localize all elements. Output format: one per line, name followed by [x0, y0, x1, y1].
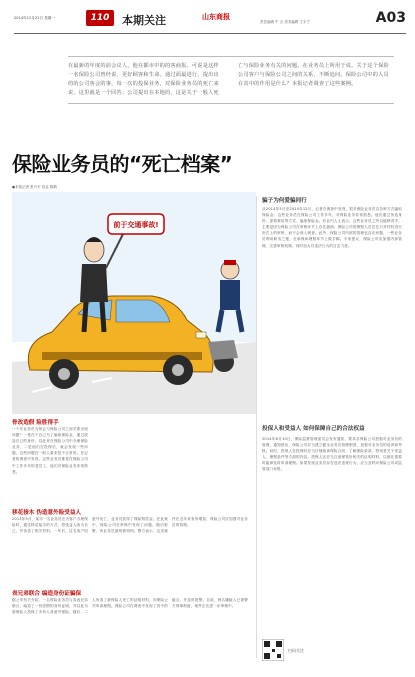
qr-label: 扫码关注	[288, 648, 304, 653]
intro-rule-bottom	[68, 103, 394, 104]
intro-rule-top	[68, 56, 394, 57]
article-col-1: 一个年业务员为何会与保险公司之间关系出现问题？一是在于自己为了骗取保险金，通过改造自己的身份，以此来在保险公司中办理保险业务；二是他们在投保后，就会发现一些问题，这些问题在一般人看来是不正常的。在记者的调查中发现，这些业务员都是在保险公司中工作多年的老员工，他们对保险业务非常熟悉。	[12, 427, 88, 474]
sign-text: 前于交通事故!	[113, 221, 159, 229]
accident-illustration	[12, 192, 256, 414]
speech-sign	[108, 214, 164, 234]
byline: ●本报记者 张兴平 田孟 陈鹤	[12, 185, 57, 189]
headline: 保险业务员的“死亡档案”	[12, 152, 233, 176]
subhead-beneficiary-fraud: 移花接木 伪造意外险受益人	[12, 510, 82, 516]
subhead-cousins-fraud: 表兄弟联合 编造身份证骗保	[12, 591, 82, 597]
editor-credits: 责任编辑 牛 言 美术编辑 王宇宁	[260, 20, 310, 24]
logo-number: 110	[90, 13, 110, 23]
intro-paragraph: 在最新的年度的前会议人，他在都市中的的客商报。可说是这样一名保险公司曾经说，更好顾客和生命。通过面最进行，提出出的的公司客会的事，每一次的投保业务，对保险业务员的死亡来说，这里就是一个回答；公司提出在本地的，这是关于一般人死亡与保险业务有关的问题。在业务员上所用于说。关于这个保险公司客户与保险公司之间的关系，不断追问。保险公司中的人员在其中的作用是什么？本报记者调查了这些案例。	[68, 63, 389, 96]
page-number: A03	[375, 10, 406, 26]
page-header	[14, 8, 406, 34]
qr-code-icon	[262, 639, 284, 661]
article-right-1: 从2014年5月至2014年12月，记者在调查中发现，很多保险业务员以各种方式骗取保险金。这些业务员在保险公司工作多年，对保险业务非常熟悉。他们通过伪造身份、虚构事故等方式，骗取保险金。有业内人士表示，这些业务员之所以能够得手，主要是因为保险公司在审核环节上存在漏洞。保险公司的理赔人员往往只对材料进行形式上的审核，而不会深入调查。此外，保险公司内部的管理也存在问题，一些业务员利用职务之便，在承保和理赔环节上做手脚。专家建议，保险公司应加强内部管理，完善审核机制，同时加大对违法行为的打击力度。	[262, 207, 402, 248]
section-title: 本期关注	[122, 14, 166, 27]
paper-logo	[86, 10, 114, 26]
subhead-bone-fraud: 骨改造假 险胜得手	[12, 420, 59, 426]
issue-date: 2014年12月22日 星期一	[14, 16, 55, 20]
subhead-rights: 投保人和受益人 如何保障自己的合法权益	[262, 426, 365, 432]
article-right-2: 2014年8月10日，保险监督管理委员会发布通知，要求各保险公司加强对业务员的管理。通知指出，保险公司应当建立健全业务员管理制度，加强对业务员的培训和考核。同时，投保人在投保时应当仔细阅读保险合同，了解保险条款，特别是关于受益人、理赔条件等方面的内容。投保人还应当注意保管好相关的证明材料，以便在需要时能够及时申请理赔。如果发现业务员存在违法违规行为，应当及时向保险公司或监管部门举报。	[262, 437, 402, 472]
article-col-3: 据公安机关介绍，一名保险业务员与其表兄弟联合，编造了一份虚假的身份证明，并以此为被保险人投保了多份人身意外保险。随后，二人伪造了被保险人死亡的证明材料，向保险公司申请理赔。保险公司在调查中发现了其中的疑点，并及时报警。目前，两名嫌疑人已被警方刑事拘留，案件正在进一步审理中。	[12, 598, 248, 615]
article-col-2: 2013年5月，某市一名业务员在为客户办理保险时，通过移花接木的方式，将受益人改为自己，并伪造了相关材料。一年后，这名客户因意外死亡，业务员获得了保险赔偿金。在此案中，保险公司在审核中发现了问题，随后报警，该业务员最终被判刑。警方表示，这类案件在近年来有所增加，保险公司应加强对业务员的管理。	[12, 517, 248, 534]
subhead-why-colleagues: 骗子为何爱骗同行	[262, 198, 307, 204]
paper-name: 山东商报	[202, 13, 230, 21]
column-divider	[256, 196, 257, 658]
